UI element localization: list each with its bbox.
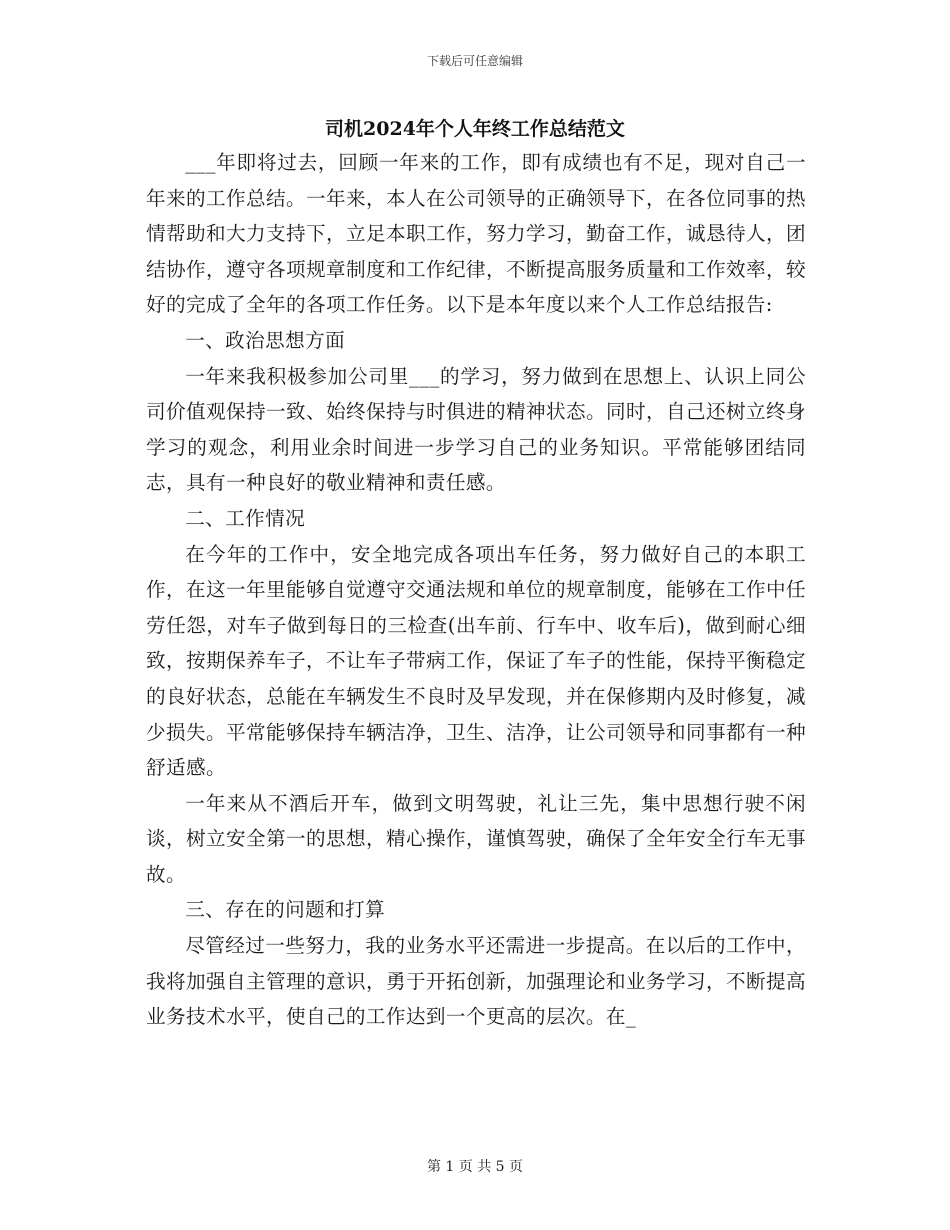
section-heading-political: 一、政治思想方面 xyxy=(185,328,346,352)
section-heading-problems: 三、存在的问题和打算 xyxy=(185,898,386,922)
work-paragraph: 在今年的工作中，安全地完成各项出车任务，努力做好自己的本职工作，在这一年里能够自觉遵守交通法规和单位的规章制度，能够在工作中任劳任怨，对车子做到每日的三检查(出车前、行车中、收车后)，做到耐心细致，按期保养车子，不让车子带病工作，保证了车子的性能，保持平衡稳定的良好状态，总能在车辆发生不良时及早发现，并在保修期内及时修复，减少损失。平常能够保持车辆洁净，卫生、洁净，让公司领导和同事都有一种舒适感。 xyxy=(146,542,806,780)
document-title: 司机2024年个人年终工作总结范文 xyxy=(325,118,625,140)
section-heading-work: 二、工作情况 xyxy=(185,506,306,530)
safety-paragraph: 一年来从不酒后开车，做到文明驾驶，礼让三先，集中思想行驶不闲谈，树立安全第一的思想，精心操作，谨慎驾驶，确保了全年安全行车无事故。 xyxy=(146,791,806,886)
page-number: 第 1 页 共 5 页 xyxy=(426,1159,524,1175)
intro-paragraph: ___年即将过去，回顾一年来的工作，即有成绩也有不足，现对自己一年来的工作总结。一年来，本人在公司领导的正确领导下，在各位同事的热情帮助和大力支持下，立足本职工作，努力学习，勤奋工作，诚恳待人，团结协作，遵守各项规章制度和工作纪律，不断提高服务质量和工作效率，较好的完成了全年的各项工作任务。以下是本年度以来个人工作总结报告: xyxy=(146,151,806,317)
document-body xyxy=(146,145,806,1035)
page-header-note: 下载后可任意编辑 xyxy=(426,54,523,68)
political-paragraph: 一年来我积极参加公司里___的学习，努力做到在思想上、认识上同公司价值观保持一致、始终保持与时俱进的精神状态。同时，自己还树立终身学习的观念，利用业余时间进一步学习自己的业务知识。平常能够团结同志，具有一种良好的敬业精神和责任感。 xyxy=(146,364,806,495)
problems-paragraph: 尽管经过一些努力，我的业务水平还需进一步提高。在以后的工作中，我将加强自主管理的意识，勇于开拓创新，加强理论和业务学习，不断提高业务技术水平，使自己的工作达到一个更高的层次。在_ xyxy=(146,934,806,1029)
